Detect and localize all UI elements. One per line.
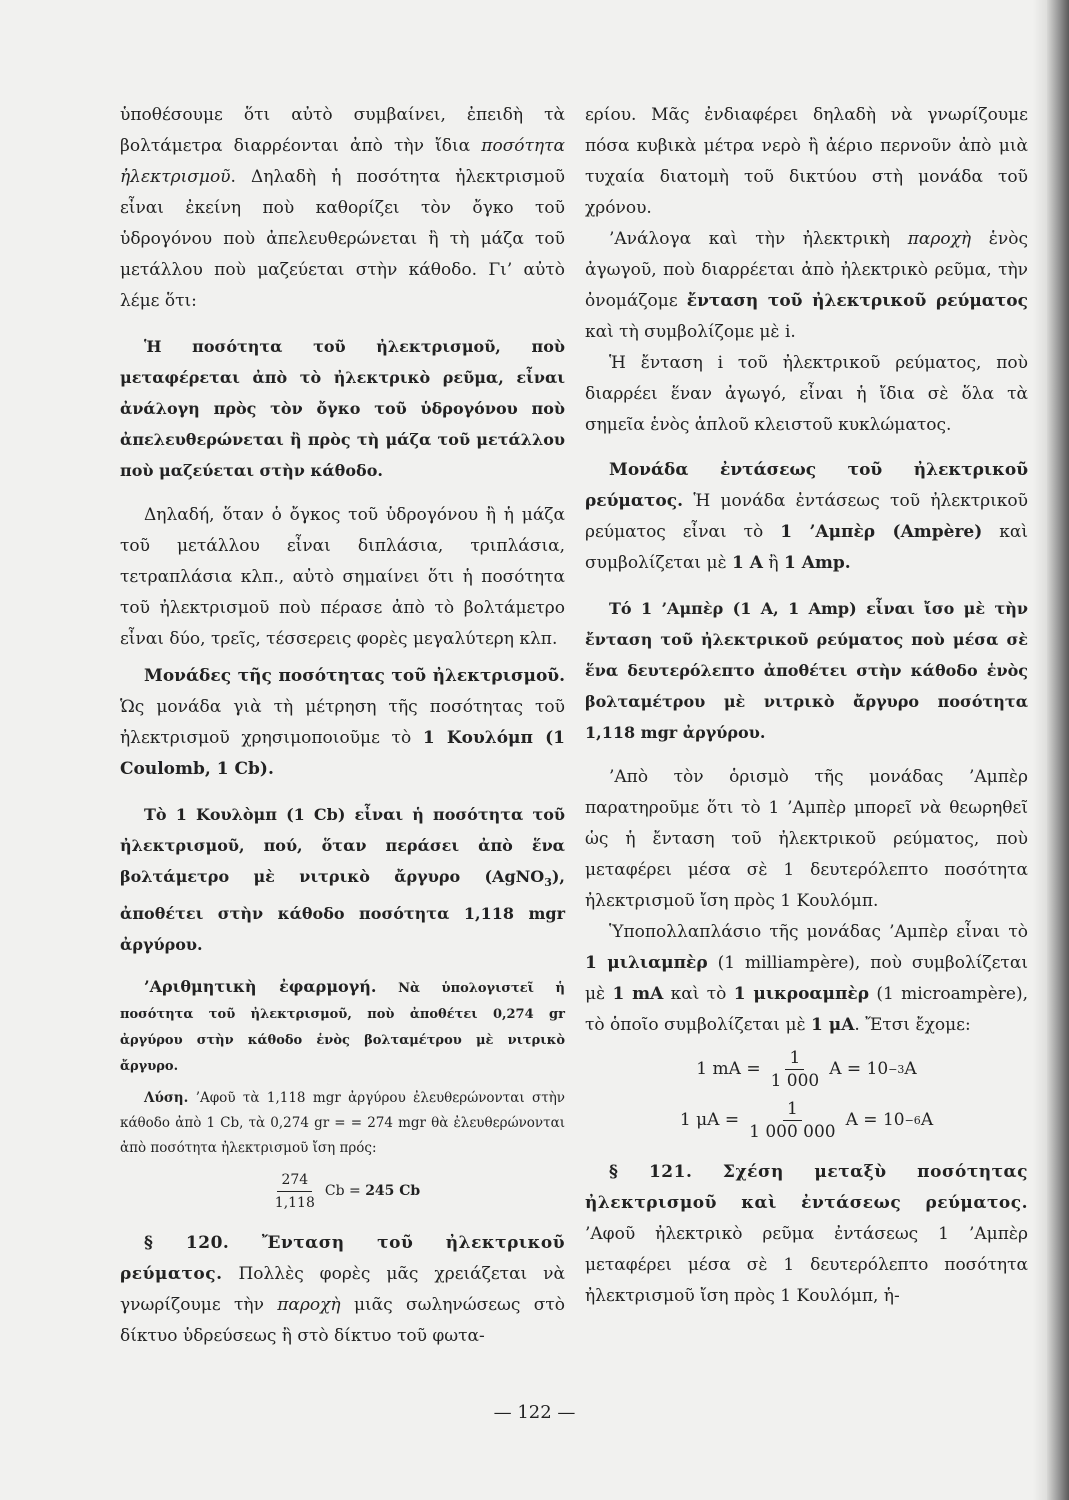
solution: Λύση. ’Αφοῦ τὰ 1,118 mgr ἀργύρου ἐλευθερώνονται στὴν κάθοδο ἀπὸ 1 Cb, τὰ 0,274 gr = = 274 mgr θὰ ἐλευθερώνονται ἀπὸ ποσότητα ἠλεκτρισμοῦ ἴση πρός: [120, 1090, 565, 1157]
paragraph-submultiples: Ὑποπολλαπλάσιο τῆς μονάδας ’Αμπὲρ εἶναι τὸ 1 μιλιαμπὲρ (1 milliampère), ποὺ συμβολίζεται μὲ 1 mA καὶ τὸ 1 μικροαμπὲρ (1 microampère), τὸ ὁποῖο συμβολίζεται μὲ 1 μA. Ἔτσι ἔχομε: [585, 922, 1028, 1035]
book-binding [1047, 0, 1069, 1500]
solution-fraction: $\frac{274}{1,118}$ [271, 1169, 319, 1214]
section-120: § 120. Ἔνταση τοῦ ἠλεκτρικοῦ ρεύματος. Πολλὲς φορὲς μᾶς χρειάζεται νὰ γνωρίζουμε τὴν παροχὴ μιᾶς σωληνώσεως στὸ δίκτυο ὑδρεύσεως ἢ στὸ δίκτυο τοῦ φωτα- [120, 1233, 565, 1347]
page-edge-shadow [1033, 0, 1047, 1500]
equation-milliampere: 1 mA = $\frac{1}{1 000}$ A = 10 −3 A [696, 1048, 917, 1091]
paragraph-units: Μονάδες τῆς ποσότητας τοῦ ἠλεκτρισμοῦ. Ὡς μονάδα γιὰ τὴ μέτρηση τῆς ποσότητας τοῦ ἠλεκτρισμοῦ χρησιμοποιοῦμε τὸ 1 Κουλόμπ (1 Coulomb, 1 Cb). [120, 666, 566, 779]
units-heading: Μονάδες τῆς ποσότητας τοῦ ἠλεκτρισμοῦ. [144, 666, 565, 686]
section-121: § 121. Σχέση μεταξὺ ποσότητας ἠλεκτρισμοῦ καὶ ἐντάσεως ρεύματος. ’Αφοῦ ἠλεκτρικὸ ρεῦμα ἐντάσεως 1 ’Αμπὲρ μεταφέρει μέσα σὲ 1 δευτερόλεπτο ποσότητα ἠλεκτρισμοῦ ἴση πρὸς 1 Κουλόμπ, ἡ- [585, 1162, 1028, 1306]
paragraph-same-intensity: Ἡ ἔνταση i τοῦ ἠλεκτρικοῦ ρεύματος, ποὺ διαρρέει ἕναν ἀγωγό, εἶναι ἡ ἴδια σὲ ὅλα τὰ σημεῖα ἑνὸς ἁπλοῦ κλειστοῦ κυκλώματος. [585, 353, 1028, 435]
paragraph-continuation: ερίου. Μᾶς ἐνδιαφέρει δηλαδὴ νὰ γνωρίζουμε πόσα κυβικὰ μέτρα νερὸ ἢ ἀέριο περνοῦν ἀπὸ μιὰ τυχαία διατομὴ τοῦ δικτύου στὴ μονάδα τοῦ χρόνου. [585, 105, 1028, 218]
right-column [585, 100, 1028, 1312]
left-column [120, 100, 565, 1352]
section-121-heading: § 121. Σχέση μεταξὺ ποσότητας ἠλεκτρισμοῦ καὶ ἐντάσεως ρεύματος. [585, 1162, 1028, 1213]
law-statement: Ἡ ποσότητα τοῦ ἠλεκτρισμοῦ, ποὺ μεταφέρεται ἀπὸ τὸ ἠλεκτρικὸ ρεῦμα, εἶναι ἀνάλογη πρὸς τὸν ὄγκο τοῦ ὑδρογόνου ποὺ ἀπελευθερώνεται ἢ πρὸς τὴ μάζα τοῦ μετάλλου ποὺ μαζεύεται στὴν κάθοδο. [120, 337, 565, 480]
paragraph-current-intensity: ’Ανάλογα καὶ τὴν ἠλεκτρικὴ παροχὴ ἑνὸς ἀγωγοῦ, ποὺ διαρρέεται ἀπὸ ἠλεκτρικὸ ρεῦμα, τὴν ὀνομάζομε ἔνταση τοῦ ἠλεκτρικοῦ ρεύματος καὶ τὴ συμβολίζομε μὲ i. [585, 229, 1028, 342]
page-number: — 122 — [493, 1402, 576, 1423]
section-120-heading: § 120. Ἔνταση τοῦ ἠλεκτρικοῦ ρεύματος. [120, 1233, 565, 1285]
example-heading: ’Αριθμητικὴ ἐφαρμογή. [144, 977, 377, 997]
numerical-example: ’Αριθμητικὴ ἐφαρμογή. Νὰ ὑπολογιστεῖ ἡ ποσότητα τοῦ ἠλεκτρισμοῦ, ποὺ ἀποθέτει 0,274 gr ἀργύρου στὴν κάθοδο ἑνὸς βολταμέτρου μὲ νιτρικὸ ἄργυρο. [120, 977, 565, 1075]
paragraph-proportion: Δηλαδή, ὅταν ὁ ὄγκος τοῦ ὑδρογόνου ἢ ἡ μάζα τοῦ μετάλλου εἶναι διπλάσια, τριπλάσια, τετραπλάσια κλπ., αὐτὸ σημαίνει ὅτι ἡ ποσότητα τοῦ ἠλεκτρισμοῦ ποὺ πέρασε ἀπὸ τὸ βολτάμετρο εἶναι δύο, τρεῖς, τέσσερεις φορὲς μεγαλύτερη κλπ. [120, 505, 565, 649]
unit-heading: Μονάδα ἐντάσεως τοῦ ἠλεκτρικοῦ ρεύματος. [585, 460, 1028, 511]
paragraph-unit: Μονάδα ἐντάσεως τοῦ ἠλεκτρικοῦ ρεύματος. Ἡ μονάδα ἐντάσεως τοῦ ἠλεκτρικοῦ ρεύματος εἶναι τὸ 1 ’Αμπὲρ (Ampère) καὶ συμβολίζεται μὲ 1 A ἢ 1 Amp. [585, 460, 1028, 573]
ampere-definition: Τό 1 ’Αμπὲρ (1 A, 1 Amp) εἶναι ἴσο μὲ τὴν ἔνταση τοῦ ἠλεκτρικοῦ ρεύματος ποὺ μέσα σὲ ἕνα δευτερόλεπτο ἀποθέτει στὴν κάθοδο ἑνὸς βολταμέτρου μὲ νιτρικὸ ἄργυρο ποσότητα 1,118 mgr ἀργύρου. [585, 599, 1028, 742]
coulomb-definition: Τὸ 1 Κουλὸμπ (1 Cb) εἶναι ἡ ποσότητα τοῦ ἠλεκτρισμοῦ, πού, ὅταν περάσει ἀπὸ ἕνα βολτάμετρο μὲ νιτρικὸ ἄργυρο (AgNO$_3$), ἀποθέτει στὴν κάθοδο ποσότητα 1,118 mgr ἀργύρου. [120, 805, 565, 955]
paragraph-ampere-coulomb: ’Απὸ τὸν ὁρισμὸ τῆς μονάδας ’Αμπὲρ παρατηροῦμε ὅτι τὸ 1 ’Αμπὲρ μπορεῖ νὰ θεωρηθεῖ ὡς ἡ ἔνταση τοῦ ἠλεκτρικοῦ ρεύματος, ποὺ μεταφέρει μέσα σὲ 1 δευτερόλεπτο ποσότητα ἠλεκτρισμοῦ ἴση πρὸς 1 Κουλόμπ. [585, 767, 1028, 911]
microampere-fraction: $\frac{1}{1 000 000}$ [749, 1099, 836, 1142]
equation-microampere: 1 μA = $\frac{1}{1 000 000}$ A = 10 −6 A [679, 1099, 934, 1142]
milliampere-fraction: $\frac{1}{1 000}$ [770, 1048, 820, 1091]
solution-formula: $\frac{274}{1,118}$ Cb = 245 Cb [120, 1169, 565, 1214]
paragraph-intro: ὑποθέσουμε ὅτι αὐτὸ συμβαίνει, ἐπειδὴ τὰ βολτάμετρα διαρρέονται ἀπὸ τὴν ἴδια ποσότητα ἠλεκτρισμοῦ. Δηλαδὴ ἡ ποσότητα ἠλεκτρισμοῦ εἶναι ἐκείνη ποὺ καθορίζει τὸν ὄγκο τοῦ ὑδρογόνου ποὺ ἀπελευθερώνεται ἢ τὴ μάζα τοῦ μετάλλου ποὺ μαζεύεται στὴν κάθοδο. Γι’ αὐτὸ λέμε ὅτι: [120, 105, 566, 311]
